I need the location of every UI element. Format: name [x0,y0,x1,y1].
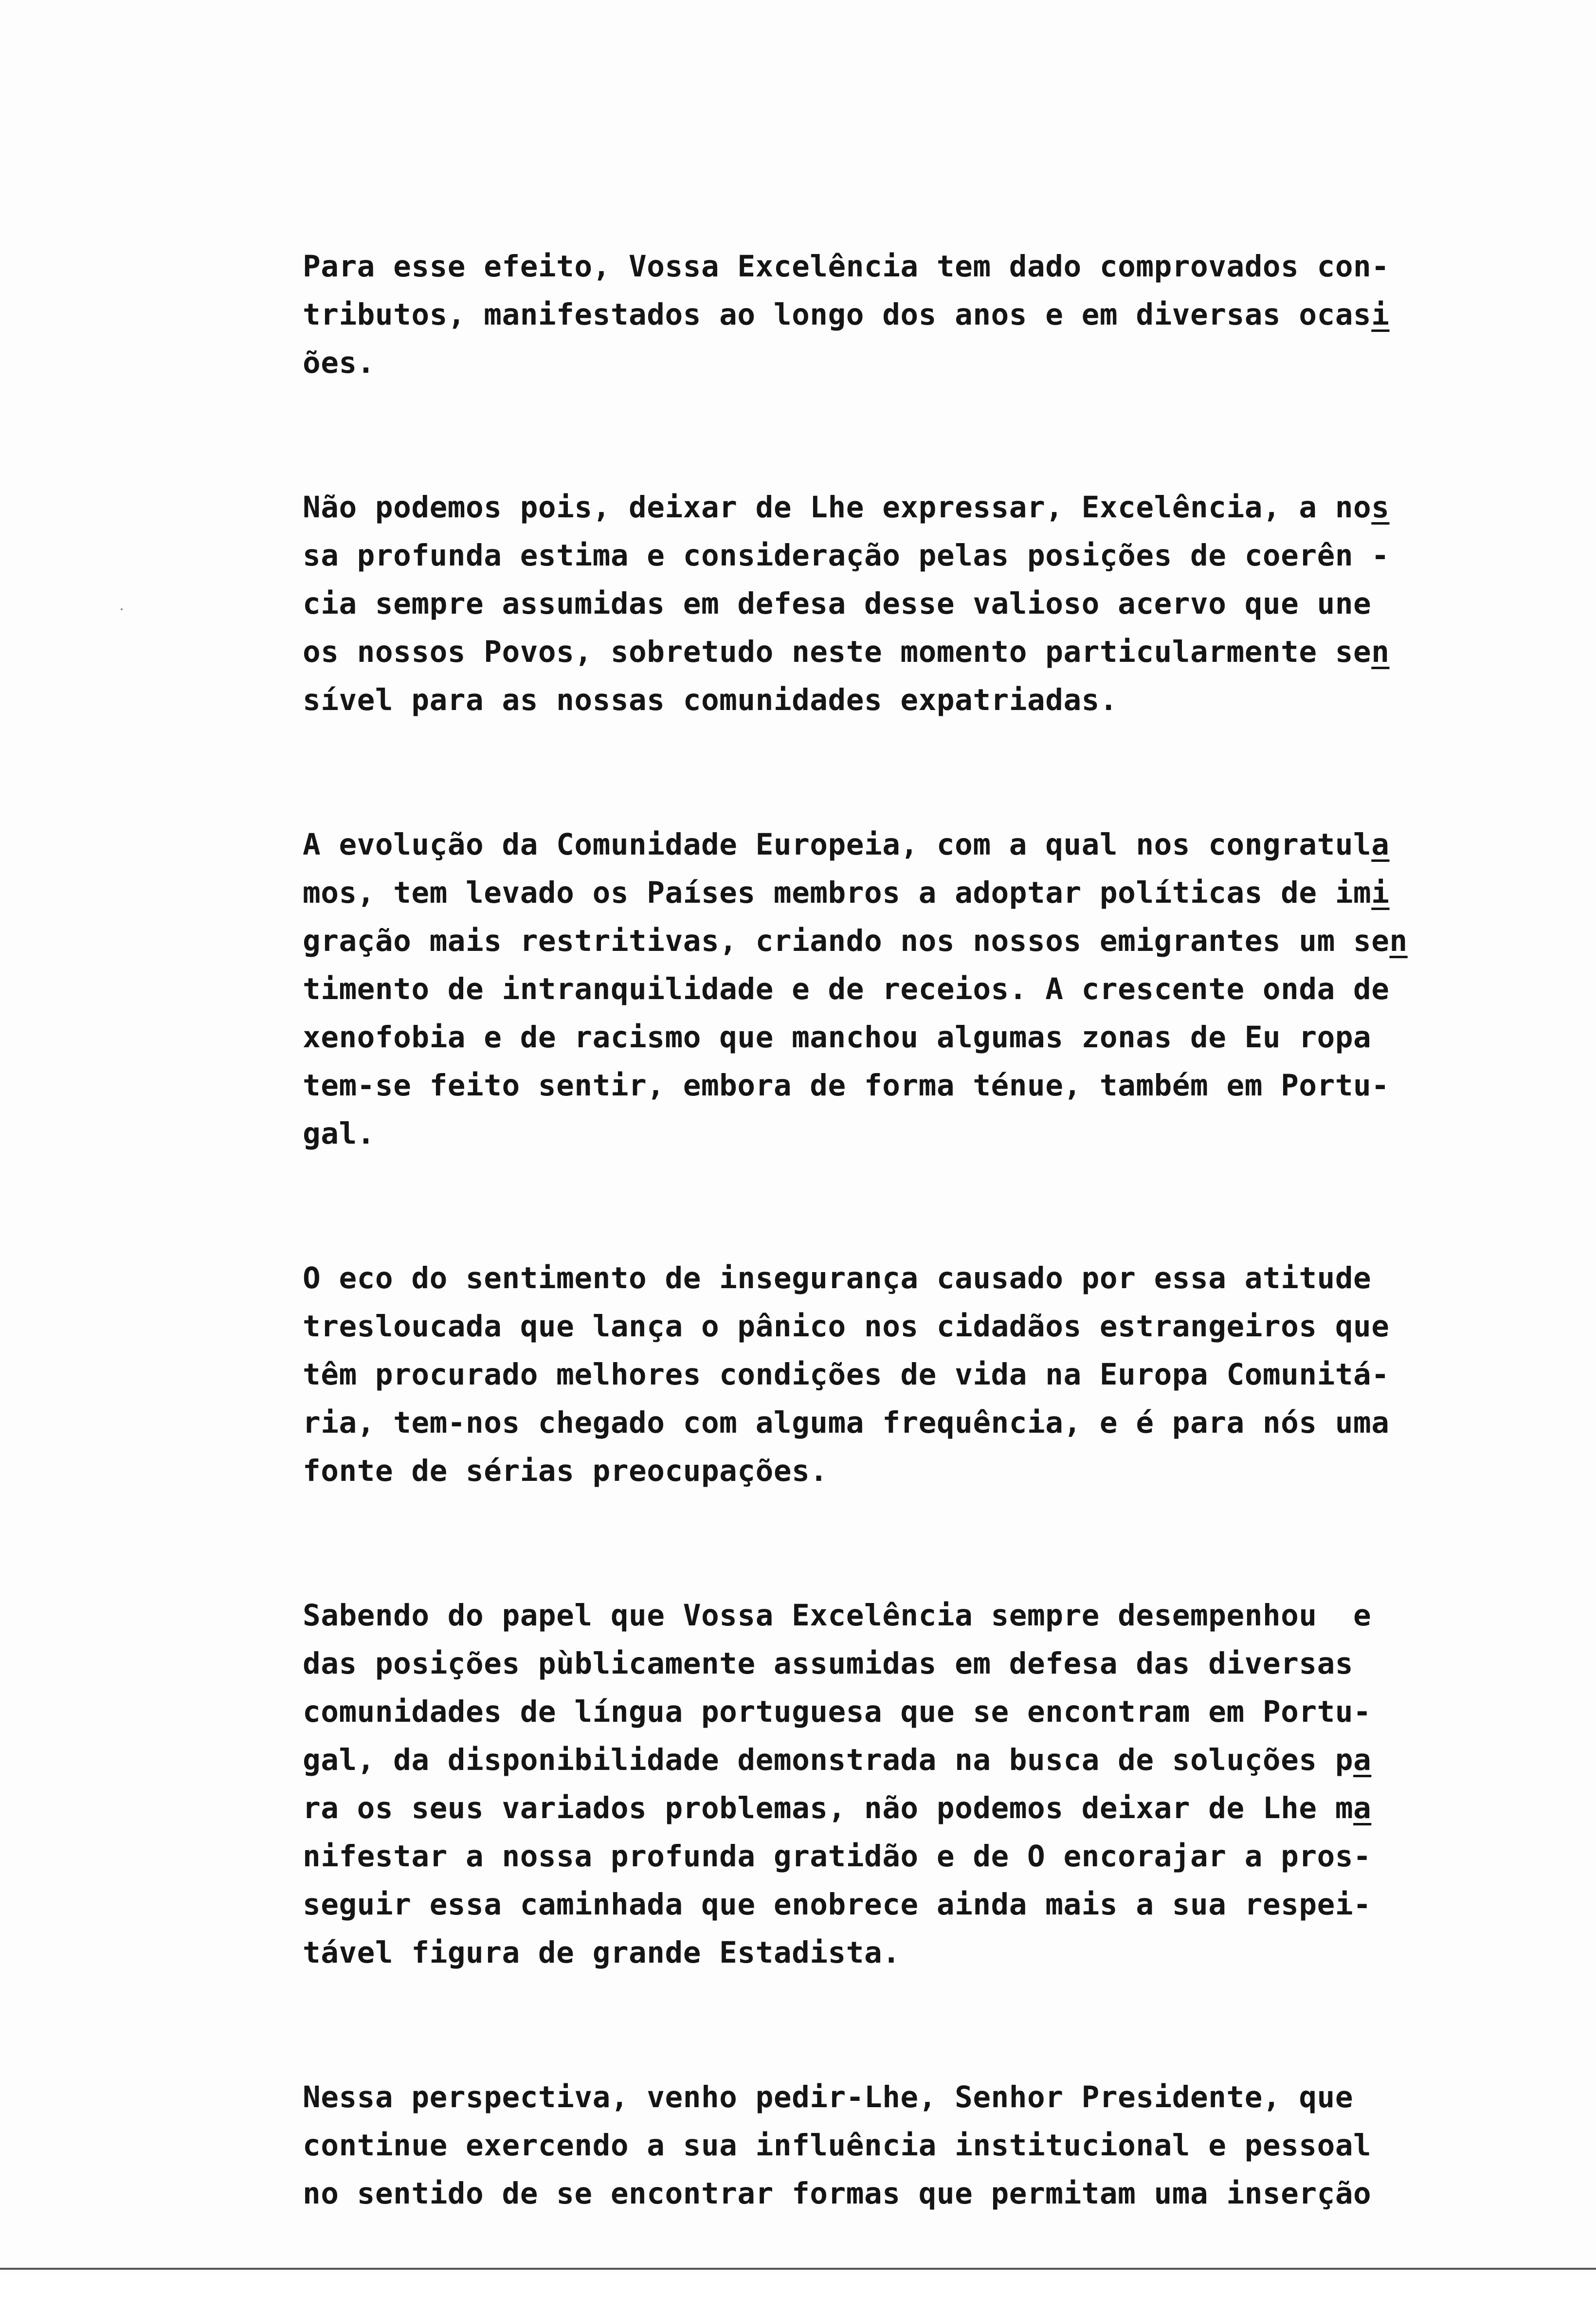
text-line [303,1013,1470,1061]
text-line [303,917,1470,965]
paragraph-2 [303,483,1470,724]
text-line [303,580,1470,628]
line-text: gal, da disponibilidade demonstrada na busca de soluções p [303,1743,1354,1777]
line-text: O eco do sentimento de insegurança causado por essa atitude [303,1261,1372,1295]
line-text: mos, tem levado os Países membros a adoptar políticas de im [303,875,1372,910]
text-line [303,1832,1470,1880]
line-text: tável figura de grande Estadista. [303,1935,901,1970]
underlined-letter: a [1353,1743,1372,1777]
text-line [303,1688,1470,1736]
text-line [303,1350,1470,1399]
text-line [303,2073,1470,2121]
paragraph-1 [303,242,1470,387]
text-line [303,1302,1470,1350]
paragraph-5 [303,1591,1470,1977]
text-line [303,483,1470,531]
text-line [303,1399,1470,1447]
text-line [303,1254,1470,1302]
text-line [303,1929,1470,1977]
line-text: seguir essa caminhada que enobrece ainda mais a sua respei- [303,1887,1372,1922]
line-text: ra os seus variados problemas, não podemos deixar de Lhe m [303,1791,1354,1825]
line-text: sa profunda estima e consideração pelas posições de coerên - [303,538,1390,573]
line-text: fonte de sérias preocupações. [303,1454,828,1488]
text-line [303,676,1470,724]
line-text: gração mais restritivas, criando nos nossos emigrantes um se [303,924,1390,958]
text-line [303,242,1470,291]
letter-body [303,242,1470,2314]
text-line [303,1110,1470,1158]
text-line [303,1736,1470,1784]
line-text: Não podemos pois, deixar de Lhe expressar, Excelência, a no [303,490,1372,525]
line-text: Sabendo do papel que Vossa Excelência sempre desempenhou e [303,1598,1372,1633]
line-text: timento de intranquilidade e de receios. A crescente onda de [303,972,1390,1006]
line-text: tributos, manifestados ao longo dos anos e em diversas ocas [303,297,1372,332]
page-bottom-edge [0,2268,1596,2270]
underlined-letter: a [1353,1791,1372,1825]
underlined-letter: i [1371,875,1390,910]
line-text: tem-se feito sentir, embora de forma ténue, também em Portu- [303,1068,1390,1103]
line-text: xenofobia e de racismo que manchou algumas zonas de Eu ropa [303,1020,1372,1055]
text-line [303,965,1470,1013]
text-line [303,2169,1470,2218]
line-text: têm procurado melhores condições de vida na Europa Comunitá- [303,1357,1390,1392]
text-line [303,1880,1470,1929]
line-text: os nossos Povos, sobretudo neste momento particularmente se [303,635,1372,669]
line-text: Nessa perspectiva, venho pedir-Lhe, Senhor Presidente, que [303,2080,1354,2114]
underlined-letter: s [1371,490,1390,525]
line-text: Para esse efeito, Vossa Excelência tem dado comprovados con- [303,249,1390,284]
paragraph-6 [303,2073,1470,2218]
line-text: das posições pùblicamente assumidas em defesa das diversas [303,1646,1354,1681]
text-line [303,1640,1470,1688]
underlined-letter: i [1371,297,1390,332]
line-text: no sentido de se encontrar formas que permitam uma inserção [303,2176,1372,2211]
text-line [303,1784,1470,1832]
scan-speck [121,608,123,610]
text-line [303,291,1470,339]
line-text: sível para as nossas comunidades expatriadas. [303,683,1118,717]
text-line [303,531,1470,580]
text-line [303,1447,1470,1495]
line-text: ões. [303,346,375,380]
text-line [303,2121,1470,2169]
text-line [303,1061,1470,1110]
line-text: continue exercendo a sua influência institucional e pessoal [303,2128,1372,2163]
paragraph-3 [303,820,1470,1158]
text-line [303,820,1470,869]
line-text: nifestar a nossa profunda gratidão e de O encorajar a pros- [303,1839,1372,1874]
line-text: ria, tem-nos chegado com alguma frequência, e é para nós uma [303,1405,1390,1440]
line-text: comunidades de língua portuguesa que se encontram em Portu- [303,1695,1372,1729]
underlined-letter: a [1371,827,1390,862]
text-line [303,869,1470,917]
paragraph-4 [303,1254,1470,1495]
line-text: cia sempre assumidas em defesa desse valioso acervo que une [303,586,1372,621]
text-line [303,339,1470,387]
line-text: A evolução da Comunidade Europeia, com a qual nos congratul [303,827,1372,862]
line-text: gal. [303,1116,375,1151]
underlined-letter: n [1371,635,1390,669]
underlined-letter: n [1389,924,1408,958]
text-line [303,628,1470,676]
line-text: tresloucada que lança o pânico nos cidadãos estrangeiros que [303,1309,1390,1344]
text-line [303,1591,1470,1640]
